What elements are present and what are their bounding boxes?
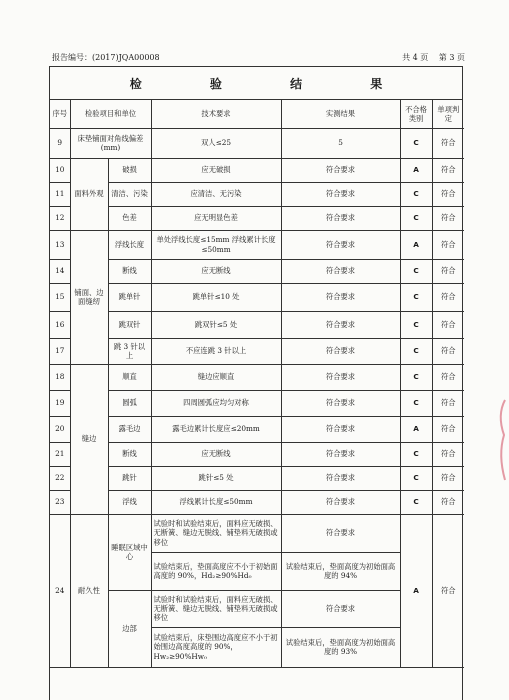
row-verdict: 符合 xyxy=(432,128,464,158)
row-item: 清洁、污染 xyxy=(108,182,151,206)
row-result: 符合要求 xyxy=(281,416,400,442)
row-category: C xyxy=(400,442,432,466)
row-verdict: 符合 xyxy=(432,416,464,442)
row-no: 9 xyxy=(50,128,70,158)
row-item: 色差 xyxy=(108,206,151,230)
page-header xyxy=(44,52,465,66)
table-row xyxy=(50,283,464,311)
row-req: 浮线累计长度≤50mm xyxy=(151,490,281,514)
row-req: 双人≤25 xyxy=(151,128,281,158)
row-item: 床垫铺面对角线偏差(mm) xyxy=(70,128,151,158)
row-no: 12 xyxy=(50,206,70,230)
sub-sleep-center: 睡眠区域中心 xyxy=(108,514,151,590)
row-item: 跳 3 针以上 xyxy=(108,338,151,364)
row-category: C xyxy=(400,338,432,364)
row-item: 破损 xyxy=(108,158,151,182)
row-result: 试验结束后，垫面高度为初始面高度的 94% xyxy=(281,552,400,590)
row-result: 符合要求 xyxy=(281,514,400,552)
row-category: C xyxy=(400,206,432,230)
row-verdict: 符合 xyxy=(432,230,464,259)
table-row xyxy=(50,416,464,442)
group-fabric: 面料外观 xyxy=(70,158,108,230)
row-req: 应无破损 xyxy=(151,158,281,182)
row-req: 应清洁、无污染 xyxy=(151,182,281,206)
row-item: 跳双针 xyxy=(108,311,151,338)
table-row xyxy=(50,490,464,514)
row-verdict: 符合 xyxy=(432,338,464,364)
row-req: 应无明显色差 xyxy=(151,206,281,230)
row-no: 17 xyxy=(50,338,70,364)
row-req: 试验结束后，床垫围边高度应不小于初始围边高度高度的 90%，Hw₂≥90%Hw₀ xyxy=(151,627,281,667)
row-req: 试验时和试验结束后，面料应无破损、无断簧、缝边无脱线、铺垫料无破损或移位 xyxy=(151,590,281,627)
results-sheet xyxy=(49,66,463,700)
row-req: 不应连跳 3 针以上 xyxy=(151,338,281,364)
row-no: 23 xyxy=(50,490,70,514)
row-item: 圆弧 xyxy=(108,390,151,416)
row-result: 符合要求 xyxy=(281,311,400,338)
row-item: 浮线 xyxy=(108,490,151,514)
row-result: 符合要求 xyxy=(281,390,400,416)
row-req: 缝边应顺直 xyxy=(151,364,281,390)
row-no: 10 xyxy=(50,158,70,182)
sub-edge: 边部 xyxy=(108,590,151,667)
table-row xyxy=(50,338,464,364)
table-row xyxy=(50,514,464,552)
results-table xyxy=(50,100,464,668)
table-row xyxy=(50,182,464,206)
col-result: 实测结果 xyxy=(281,100,400,128)
row-no: 19 xyxy=(50,390,70,416)
row-category: C xyxy=(400,128,432,158)
report-number: 报告编号：(2017)JQA00008 xyxy=(52,53,160,62)
row-req: 跳针≤5 处 xyxy=(151,466,281,490)
row-verdict: 符合 xyxy=(432,283,464,311)
seal-edge-mark xyxy=(495,395,509,495)
row-verdict: 符合 xyxy=(432,514,464,667)
group-durability: 耐久性 xyxy=(70,514,108,667)
row-no: 20 xyxy=(50,416,70,442)
row-category: C xyxy=(400,182,432,206)
table-row xyxy=(50,158,464,182)
row-req: 跳双针≤5 处 xyxy=(151,311,281,338)
row-no: 11 xyxy=(50,182,70,206)
row-category: A xyxy=(400,230,432,259)
row-verdict: 符合 xyxy=(432,442,464,466)
row-category: C xyxy=(400,390,432,416)
row-category: C xyxy=(400,259,432,283)
row-no: 16 xyxy=(50,311,70,338)
col-item: 检验项目和单位 xyxy=(70,100,151,128)
table-row xyxy=(50,230,464,259)
row-item: 顺直 xyxy=(108,364,151,390)
row-item: 跳单针 xyxy=(108,283,151,311)
row-result: 符合要求 xyxy=(281,230,400,259)
row-result: 符合要求 xyxy=(281,590,400,627)
row-category: A xyxy=(400,416,432,442)
row-no: 18 xyxy=(50,364,70,390)
row-result: 符合要求 xyxy=(281,466,400,490)
row-category: A xyxy=(400,158,432,182)
col-requirement: 技术要求 xyxy=(151,100,281,128)
row-no: 24 xyxy=(50,514,70,667)
row-item: 断线 xyxy=(108,259,151,283)
row-result: 试验结束后，垫面高度为初始面高度的 93% xyxy=(281,627,400,667)
row-category: C xyxy=(400,283,432,311)
table-row xyxy=(50,390,464,416)
row-no: 22 xyxy=(50,466,70,490)
table-row xyxy=(50,442,464,466)
row-no: 15 xyxy=(50,283,70,311)
page-count: 共 4 页 第 3 页 xyxy=(402,53,465,62)
table-header-row xyxy=(50,100,464,128)
row-result: 符合要求 xyxy=(281,259,400,283)
row-req: 单处浮线长度≤15mm 浮线累计长度≤50mm xyxy=(151,230,281,259)
row-item: 浮线长度 xyxy=(108,230,151,259)
row-result: 符合要求 xyxy=(281,338,400,364)
row-verdict: 符合 xyxy=(432,206,464,230)
table-row xyxy=(50,206,464,230)
row-no: 13 xyxy=(50,230,70,259)
row-item: 跳针 xyxy=(108,466,151,490)
group-edge: 缝边 xyxy=(70,364,108,514)
row-verdict: 符合 xyxy=(432,259,464,283)
row-req: 露毛边累计长度应≤20mm xyxy=(151,416,281,442)
col-verdict: 单项判定 xyxy=(432,100,464,128)
row-verdict: 符合 xyxy=(432,311,464,338)
row-verdict: 符合 xyxy=(432,466,464,490)
page-title: 检 验 结 果 xyxy=(50,67,462,100)
row-verdict: 符合 xyxy=(432,390,464,416)
row-result: 符合要求 xyxy=(281,442,400,466)
table-row xyxy=(50,259,464,283)
row-category: C xyxy=(400,364,432,390)
row-verdict: 符合 xyxy=(432,364,464,390)
table-row xyxy=(50,311,464,338)
table-row xyxy=(50,128,464,158)
group-seam: 铺面、边面缝纫 xyxy=(70,230,108,364)
row-verdict: 符合 xyxy=(432,182,464,206)
row-result: 符合要求 xyxy=(281,206,400,230)
row-category: A xyxy=(400,514,432,667)
col-seq: 序号 xyxy=(50,100,70,128)
row-category: C xyxy=(400,490,432,514)
row-result: 符合要求 xyxy=(281,182,400,206)
row-req: 试验结束后，垫面高度应不小于初始面高度的 90%，Hd₂≥90%Hd₀ xyxy=(151,552,281,590)
row-result: 5 xyxy=(281,128,400,158)
table-row xyxy=(50,364,464,390)
row-req: 应无断线 xyxy=(151,259,281,283)
row-item: 断线 xyxy=(108,442,151,466)
row-result: 符合要求 xyxy=(281,283,400,311)
row-result: 符合要求 xyxy=(281,490,400,514)
table-row xyxy=(50,466,464,490)
row-result: 符合要求 xyxy=(281,158,400,182)
row-req: 跳单针≤10 处 xyxy=(151,283,281,311)
row-req: 应无断线 xyxy=(151,442,281,466)
row-req: 四周圆弧应均匀对称 xyxy=(151,390,281,416)
row-category: C xyxy=(400,311,432,338)
row-no: 14 xyxy=(50,259,70,283)
row-item: 露毛边 xyxy=(108,416,151,442)
row-verdict: 符合 xyxy=(432,158,464,182)
row-verdict: 符合 xyxy=(432,490,464,514)
row-category: C xyxy=(400,466,432,490)
row-req: 试验时和试验结束后，面料应无破损、无断簧、缝边无脱线、铺垫料无破损或移位 xyxy=(151,514,281,552)
row-no: 21 xyxy=(50,442,70,466)
row-result: 符合要求 xyxy=(281,364,400,390)
col-category: 不合格类别 xyxy=(400,100,432,128)
